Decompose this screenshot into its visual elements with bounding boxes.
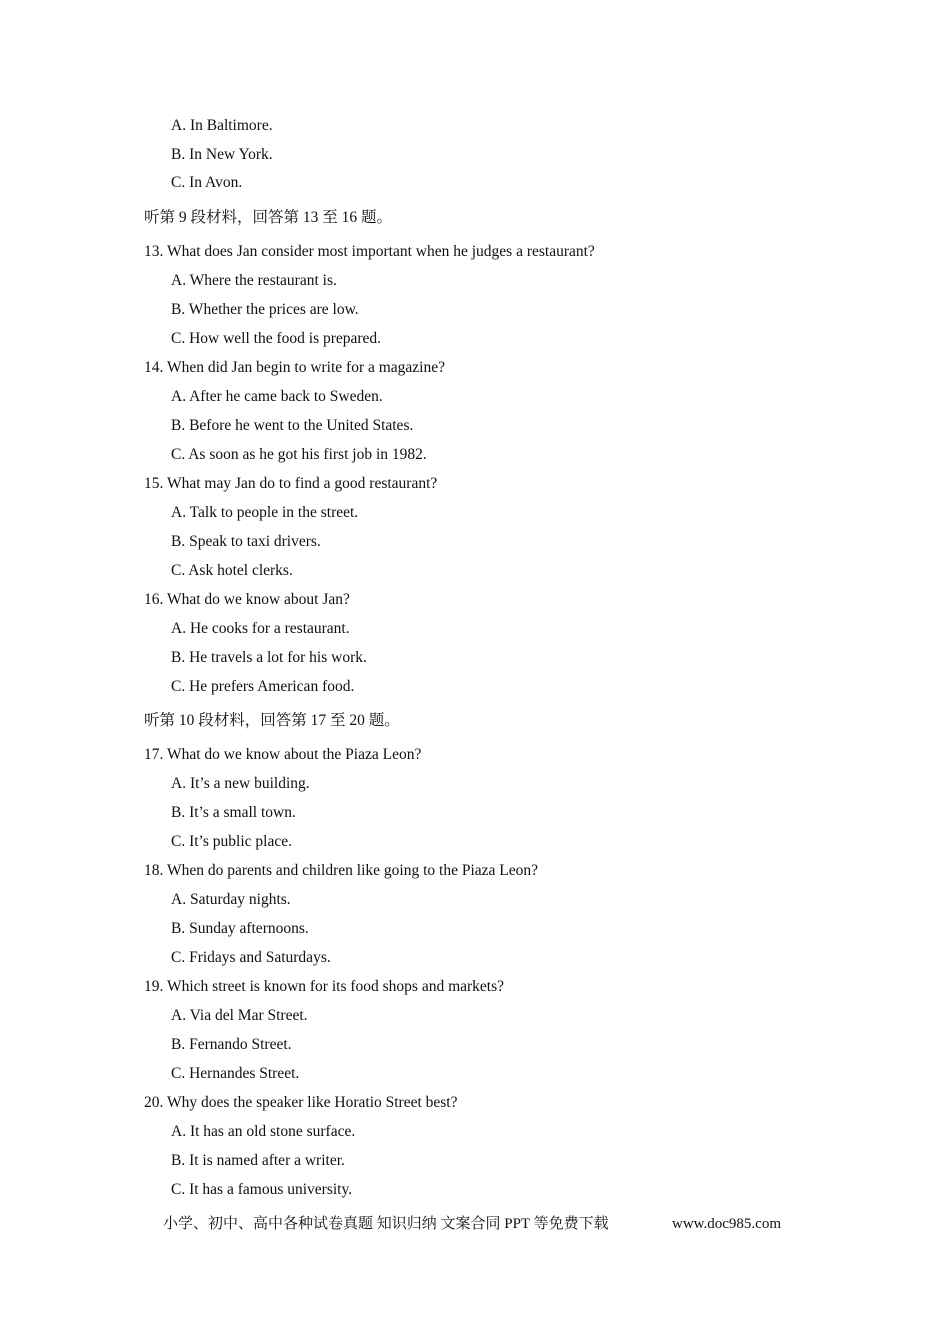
question-20-option-c: C. It has a famous university. [171, 1181, 353, 1198]
question-14: 14. When did Jan begin to write for a magazine? [144, 359, 446, 376]
question-20: 20. Why does the speaker like Horatio Street best? [144, 1094, 458, 1111]
question-16-option-a: A. He cooks for a restaurant. [171, 620, 350, 637]
question-17-option-a: A. It’s a new building. [171, 775, 310, 792]
section-heading-9: 听第 9 段材料，回答第 13 至 16 题。 [144, 209, 393, 226]
option-c: C. In Avon. [171, 174, 243, 191]
question-20-option-b: B. It is named after a writer. [171, 1152, 345, 1169]
question-13-option-c: C. How well the food is prepared. [171, 330, 382, 347]
question-16-option-b: B. He travels a lot for his work. [171, 649, 367, 666]
question-18-option-a: A. Saturday nights. [171, 891, 291, 908]
question-14-option-a: A. After he came back to Sweden. [171, 388, 383, 405]
question-15-option-b: B. Speak to taxi drivers. [171, 533, 321, 550]
footer-text: 小学、初中、高中各种试卷真题 知识归纳 文案合同 PPT 等免费下载 [163, 1216, 609, 1232]
question-19-option-c: C. Hernandes Street. [171, 1065, 300, 1082]
question-16: 16. What do we know about Jan? [144, 591, 350, 608]
question-17: 17. What do we know about the Piaza Leon? [144, 746, 422, 763]
question-14-option-b: B. Before he went to the United States. [171, 417, 414, 434]
question-19-option-a: A. Via del Mar Street. [171, 1007, 308, 1024]
question-15-option-a: A. Talk to people in the street. [171, 504, 359, 521]
question-13-option-a: A. Where the restaurant is. [171, 272, 337, 289]
question-13: 13. What does Jan consider most important when he judges a restaurant? [144, 243, 595, 260]
question-14-option-c: C. As soon as he got his first job in 1982. [171, 446, 427, 463]
question-19-option-b: B. Fernando Street. [171, 1036, 292, 1053]
footer-url[interactable]: www.doc985.com [672, 1216, 782, 1232]
question-13-option-b: B. Whether the prices are low. [171, 301, 359, 318]
section-heading-10: 听第 10 段材料，回答第 17 至 20 题。 [144, 712, 400, 729]
question-18-option-c: C. Fridays and Saturdays. [171, 949, 331, 966]
option-a: A. In Baltimore. [171, 117, 273, 134]
question-15: 15. What may Jan do to find a good restaurant? [144, 475, 438, 492]
question-18: 18. When do parents and children like going to the Piaza Leon? [144, 862, 538, 879]
option-b: B. In New York. [171, 146, 273, 163]
question-20-option-a: A. It has an old stone surface. [171, 1123, 356, 1140]
question-17-option-b: B. It’s a small town. [171, 804, 296, 821]
question-16-option-c: C. He prefers American food. [171, 678, 355, 695]
question-18-option-b: B. Sunday afternoons. [171, 920, 309, 937]
question-15-option-c: C. Ask hotel clerks. [171, 562, 293, 579]
question-19: 19. Which street is known for its food shops and markets? [144, 978, 505, 995]
question-17-option-c: C. It’s public place. [171, 833, 292, 850]
